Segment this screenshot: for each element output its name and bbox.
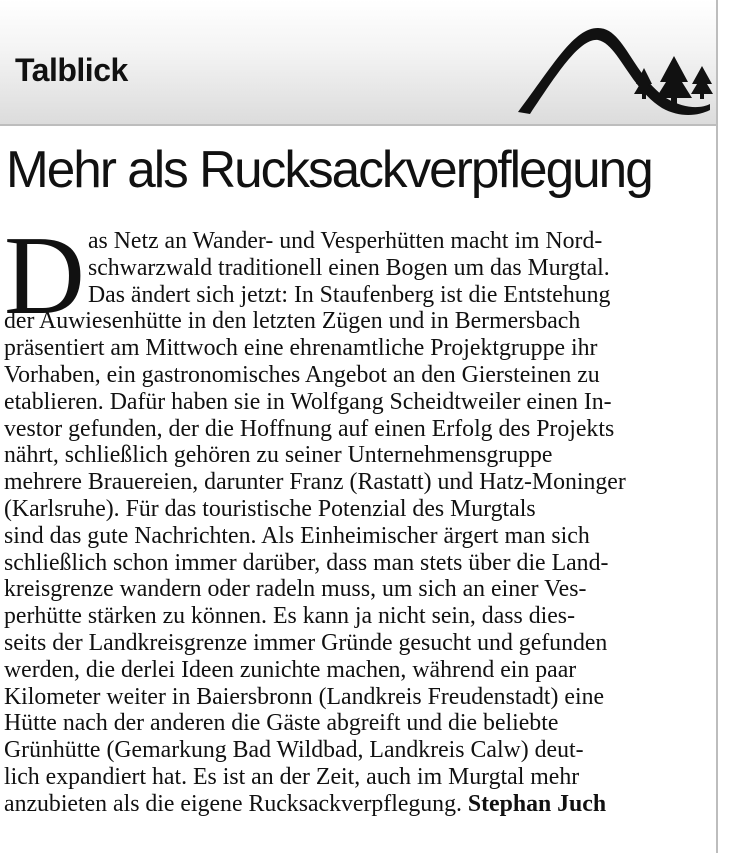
body-line: mehrere Brauereien, darunter Franz (Rastatt) und Hatz-Moninger — [4, 469, 626, 496]
body-line: vestor gefunden, der die Hoffnung auf einen Erfolg des Projekts — [4, 415, 615, 442]
section-label: Talblick — [15, 52, 128, 88]
mountain-trees-icon — [514, 24, 714, 120]
body-line: (Karlsruhe). Für das touristische Potenzial des Murgtals — [4, 495, 536, 522]
body-line: kreisgrenze wandern oder radeln muss, um sich an einer Ves- — [4, 576, 587, 603]
body-line: Kilometer weiter in Baiersbronn (Landkreis Freudenstadt) eine — [4, 683, 605, 710]
body-line: seits der Landkreisgrenze immer Gründe gesucht und gefunden — [4, 629, 608, 656]
body-line: werden, die derlei Ideen zunichte machen, während ein paar — [4, 656, 577, 683]
body-line: schließlich schon immer darüber, dass man stets über die Land- — [4, 549, 609, 576]
body-line: der Auwiesenhütte in den letzten Zügen und in Bermersbach — [4, 308, 581, 335]
body-line: as Netz an Wander- und Vesperhütten macht im Nord- — [88, 228, 603, 254]
body-line: anzubieten als die eigene Rucksackverpflegung. Stephan Juch — [4, 790, 607, 817]
article-headline: Mehr als Rucksackverpflegung — [6, 141, 652, 199]
author-name: Stephan Juch — [467, 790, 607, 817]
body-line: nährt, schließlich gehören zu seiner Unternehmensgruppe — [4, 442, 553, 469]
drop-cap: D — [4, 214, 85, 338]
body-line: etablieren. Dafür haben sie in Wolfgang Scheidtweiler einen In- — [4, 388, 612, 415]
body-line: schwarzwald traditionell einen Bogen um das Murgtal. — [88, 254, 610, 281]
body-line: Das ändert sich jetzt: In Staufenberg ist die Entstehung — [88, 281, 611, 308]
body-line: Hütte nach der anderen die Gäste abgreift und die beliebte — [4, 710, 559, 737]
body-line: lich expandiert hat. Es ist an der Zeit, auch im Murgtal mehr — [4, 763, 580, 790]
header-divider — [0, 124, 718, 126]
article-body — [4, 214, 716, 818]
column-rule — [716, 0, 718, 853]
body-line: Grünhütte (Gemarkung Bad Wildbad, Landkreis Calw) deut- — [4, 737, 584, 764]
body-line: perhütte stärken zu können. Es kann ja nicht sein, dass dies- — [4, 603, 576, 630]
body-line: präsentiert am Mittwoch eine ehrenamtliche Projektgruppe ihr — [4, 335, 598, 362]
body-line: sind das gute Nachrichten. Als Einheimischer ärgert man sich — [4, 522, 590, 549]
section-header — [0, 0, 716, 124]
body-line: Vorhaben, ein gastronomisches Angebot an den Giersteinen zu — [4, 361, 600, 388]
